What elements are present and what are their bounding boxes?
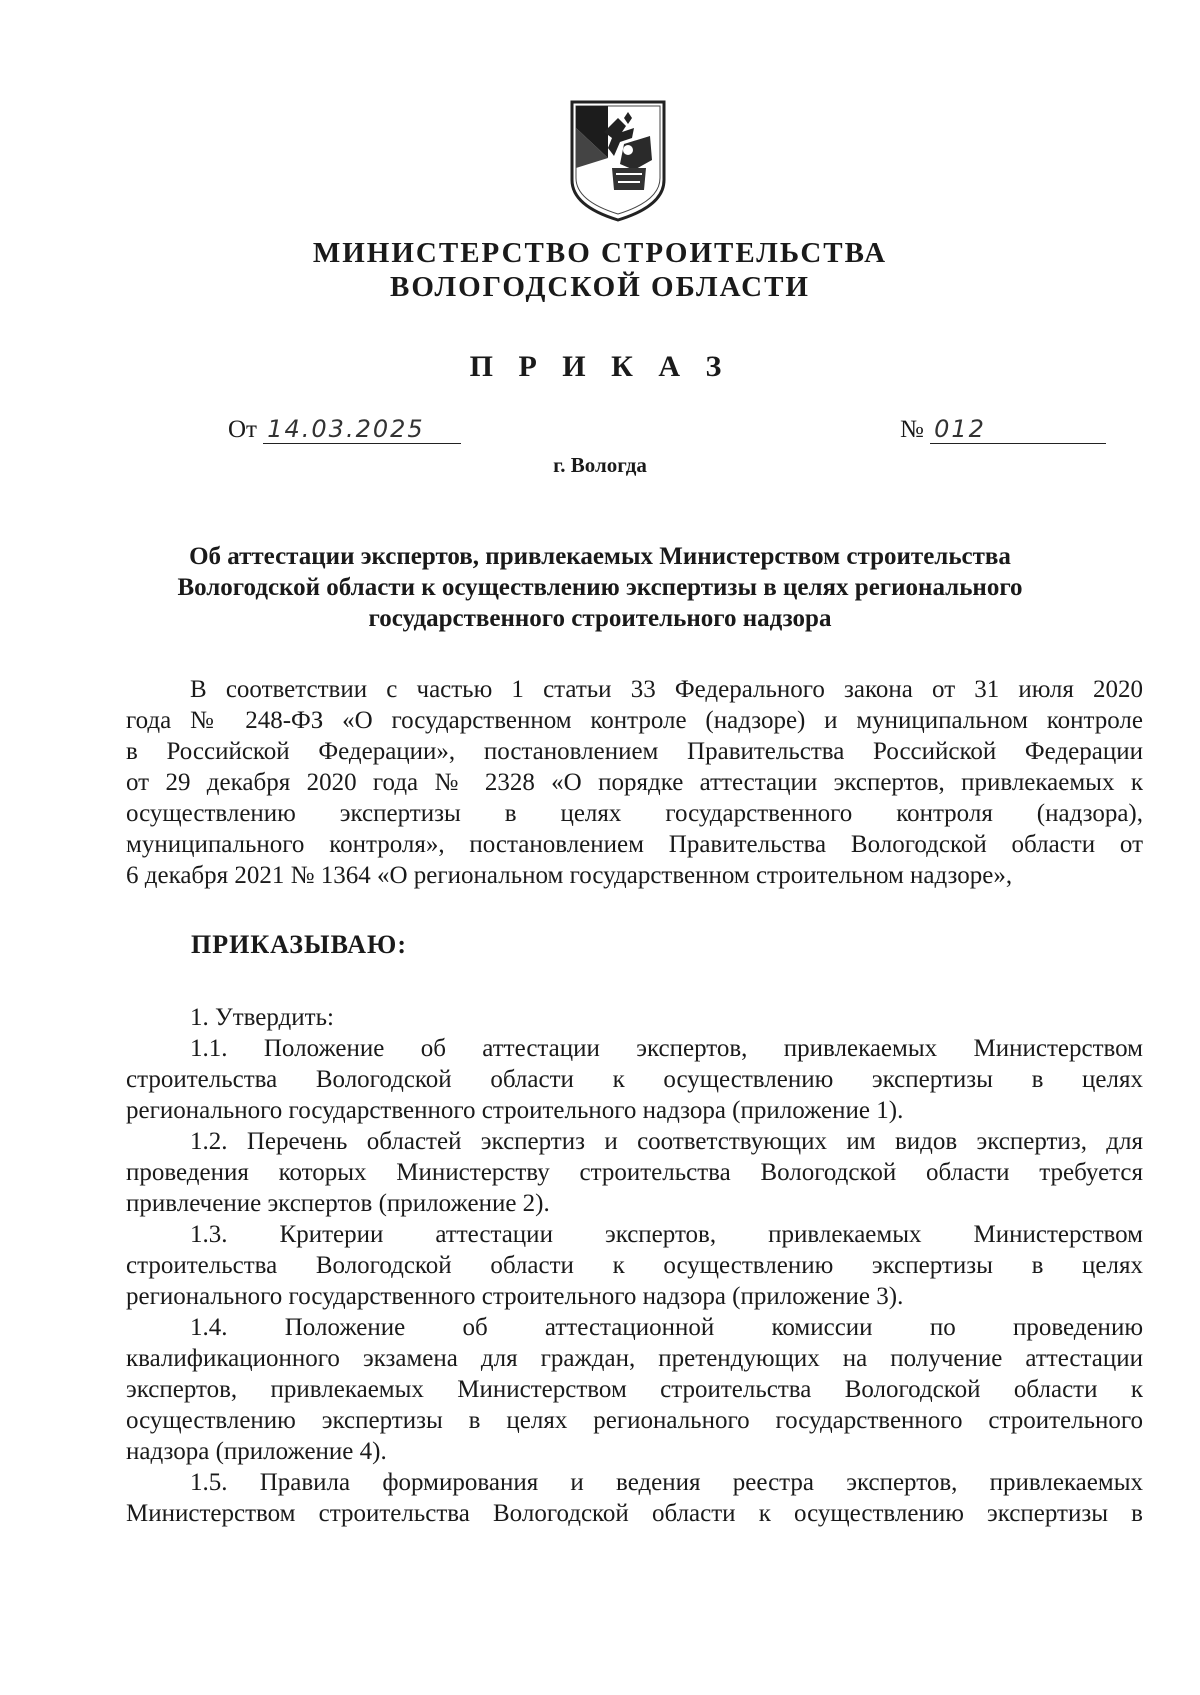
subject-line: Вологодской области к осуществлению экспертизы в целях регионального — [177, 574, 1023, 601]
ministry-name-line1: МИНИСТЕРСТВО СТРОИТЕЛЬСТВА — [312, 237, 888, 269]
item-line: Министерством строительства Вологодской области к осуществлению экспертизы в — [126, 1500, 1143, 1527]
preamble-line: 6 декабря 2021 № 1364 «О региональном государственном строительном надзоре», — [126, 862, 1013, 889]
subject-line: Об аттестации экспертов, привлекаемых Министерством строительства — [189, 543, 1011, 570]
item-line: 1.1. Положение об аттестации экспертов, привлекаемых Министерством — [190, 1035, 1143, 1062]
item-line: строительства Вологодской области к осуществлению экспертизы в целях — [126, 1066, 1143, 1093]
date-field — [228, 415, 461, 444]
document-subject — [100, 541, 1100, 634]
document-type-title: П Р И К А З — [469, 350, 731, 383]
date-value: 14.03.2025 — [263, 415, 461, 444]
preamble-line: осуществлению экспертизы в целях государственного контроля (надзора), — [126, 800, 1143, 827]
preamble-line: В соответствии с частью 1 статьи 33 Федерального закона от 31 июля 2020 — [190, 676, 1143, 703]
item-line: 1.4. Положение об аттестационной комиссии по проведению — [190, 1314, 1143, 1341]
date-label: От — [228, 416, 257, 443]
decree-heading: ПРИКАЗЫВАЮ: — [191, 930, 407, 959]
item-line: регионального государственного строительного надзора (приложение 1). — [126, 1097, 904, 1124]
item-line: 1.5. Правила формирования и ведения реестра экспертов, привлекаемых — [190, 1469, 1143, 1496]
item-line: строительства Вологодской области к осуществлению экспертизы в целях — [126, 1252, 1143, 1279]
item-line: 1.2. Перечень областей экспертиз и соответствующих им видов экспертиз, для — [190, 1128, 1143, 1155]
item-line: 1. Утвердить: — [190, 1004, 334, 1031]
coat-of-arms-emblem — [568, 98, 668, 224]
item-line: экспертов, привлекаемых Министерством строительства Вологодской области к — [126, 1376, 1143, 1403]
item-line: осуществлению экспертизы в целях регионального государственного строительного — [126, 1407, 1143, 1434]
preamble-line: от 29 декабря 2020 года № 2328 «О порядке аттестации экспертов, привлекаемых к — [126, 769, 1143, 796]
item-line: привлечение экспертов (приложение 2). — [126, 1190, 550, 1217]
item-line: 1.3. Критерии аттестации экспертов, привлекаемых Министерством — [190, 1221, 1143, 1248]
city-name: г. Вологда — [553, 453, 647, 477]
subject-line: государственного строительного надзора — [368, 605, 832, 632]
preamble-line: в Российской Федерации», постановлением Правительства Российской Федерации — [126, 738, 1143, 765]
preamble-line: муниципального контроля», постановлением Правительства Вологодской области от — [126, 831, 1143, 858]
ministry-name-line2: ВОЛОГОДСКОЙ ОБЛАСТИ — [390, 271, 810, 303]
item-line: регионального государственного строительного надзора (приложение 3). — [126, 1283, 904, 1310]
number-field — [900, 415, 1106, 444]
item-line: проведения которых Министерству строительства Вологодской области требуется — [126, 1159, 1143, 1186]
number-label: № — [900, 416, 924, 443]
item-line: квалификационного экзамена для граждан, претендующих на получение аттестации — [126, 1345, 1143, 1372]
preamble-line: года № 248-ФЗ «О государственном контроле (надзоре) и муниципальном контроле — [126, 707, 1143, 734]
item-line: надзора (приложение 4). — [126, 1438, 387, 1465]
number-value: 012 — [930, 415, 1106, 444]
